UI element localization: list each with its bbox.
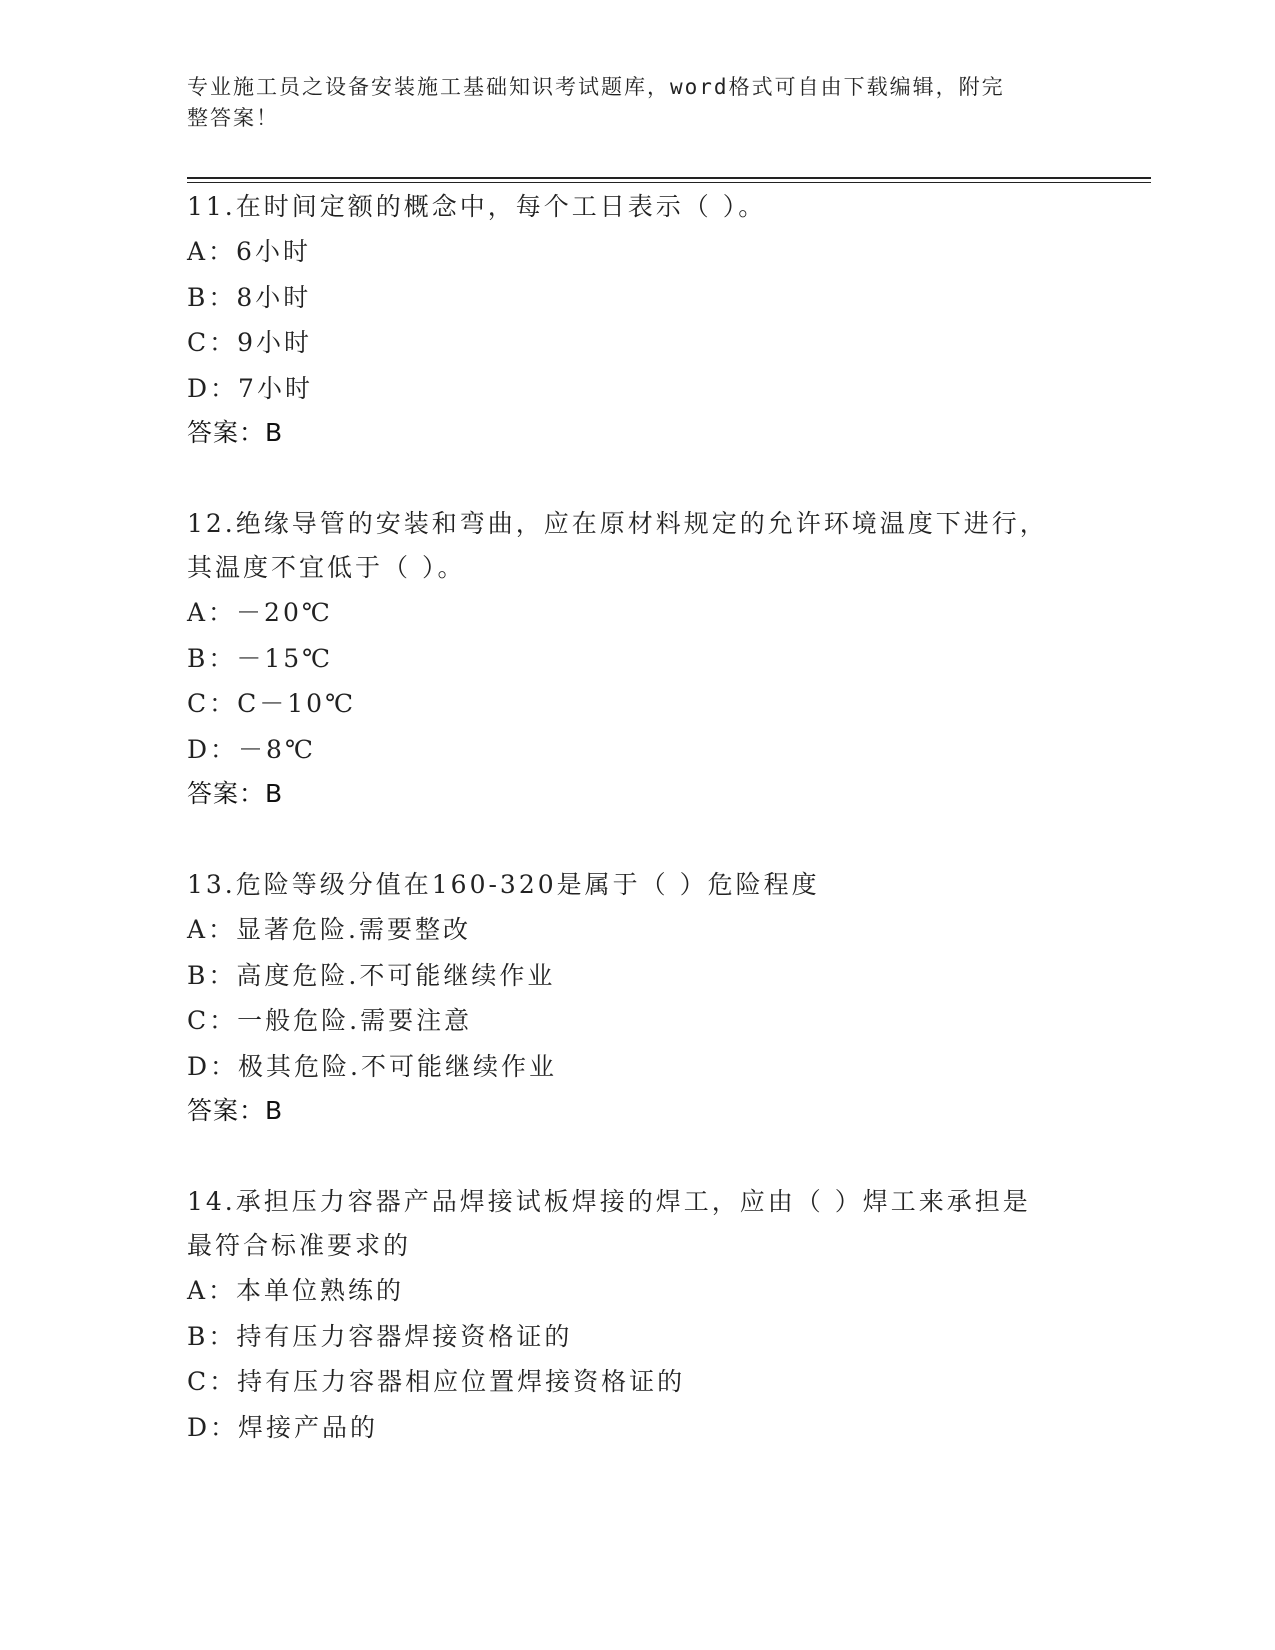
answer: 答案：B [187, 418, 284, 447]
question-stem: 最符合标准要求的 [187, 1231, 412, 1260]
answer: 答案：B [187, 779, 284, 808]
question-stem: 11.在时间定额的概念中，每个工日表示（ ）。 [187, 192, 767, 221]
answer: 答案：B [187, 1096, 284, 1125]
option-a: A：本单位熟练的 [187, 1276, 405, 1305]
question-stem: 14.承担压力容器产品焊接试板焊接的焊工，应由（ ）焊工来承担是 [187, 1187, 1031, 1216]
header-line: 专业施工员之设备安装施工基础知识考试题库，word格式可自由下载编辑，附完 [187, 75, 1005, 99]
option-b: B：8小时 [187, 282, 312, 312]
question-11 [187, 185, 1087, 455]
question-stem: 13.危险等级分值在160-320是属于（ ）危险程度 [187, 870, 820, 899]
header-divider [187, 177, 1151, 179]
option-b: B：持有压力容器焊接资格证的 [187, 1321, 573, 1351]
option-d: D：极其危险.不可能继续作业 [187, 1051, 557, 1081]
question-14 [187, 1180, 1087, 1450]
question-stem: 12.绝缘导管的安装和弯曲，应在原材料规定的允许环境温度下进行， [187, 509, 1048, 538]
option-b: B：－15℃ [187, 643, 334, 673]
question-13 [187, 863, 1087, 1133]
option-c: C：一般危险.需要注意 [187, 1006, 473, 1035]
header-divider-thin [187, 182, 1151, 183]
option-a: A：－20℃ [187, 598, 333, 627]
option-b: B：高度危险.不可能继续作业 [187, 960, 556, 990]
option-d: D：焊接产品的 [187, 1412, 379, 1442]
question-12 [187, 502, 1087, 816]
option-c: C：9小时 [187, 328, 313, 357]
option-a: A：显著危险.需要整改 [187, 915, 472, 944]
document-header [187, 72, 1067, 134]
header-line: 整答案！ [187, 106, 279, 130]
option-d: D：7小时 [187, 373, 313, 403]
option-d: D：－8℃ [187, 734, 316, 764]
question-stem: 其温度不宜低于（ ）。 [187, 553, 466, 582]
option-c: C：C－10℃ [187, 689, 357, 718]
option-c: C：持有压力容器相应位置焊接资格证的 [187, 1367, 686, 1396]
option-a: A：6小时 [187, 237, 311, 266]
